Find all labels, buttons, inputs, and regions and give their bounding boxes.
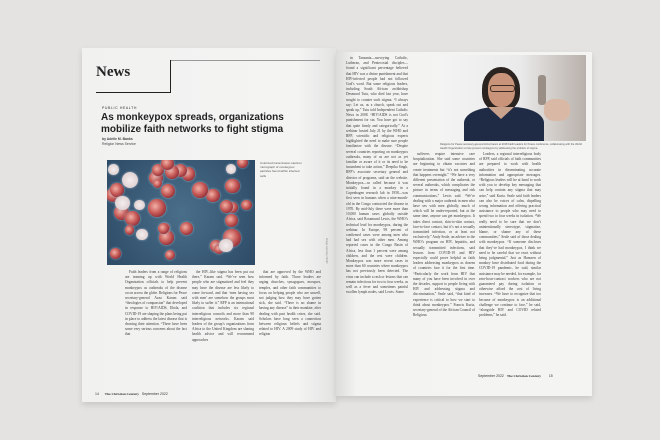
body-column-2: [413, 152, 475, 370]
virus-particle: [192, 182, 207, 197]
photo-caption: Religions for Peace secretary-general Azza Karam at 2018 Faith leaders for Peace conference, collaborating with the World Health Organization to help prevent monkeypox by addressing the problem of stigma.: [440, 143, 582, 150]
paragraph: the HIV–like stigma has been put out there,” Karam said. “We’ve seen how people who are stigmatized and feel they may have the disease are less likely to come forward, and that ‘men having sex with men’ are somehow the groups most likely to suffer it.” RFP is an international coalition that includes six regional interreligious councils and more than 90 interreligious networks. Karam said leaders of the group’s organizations from Africa to the United Kingdom are sharing health advice and will recommend approaches: [192, 270, 254, 342]
paragraph: that are approved by the WHO and informed by faith. Those leaders are urging churches, synagogues, mosques, temples, and other faith communities to focus on helping people who are unwell, not judging how they may have gotten sick, she said. “There is no shame in having any disease” in their mandate, after dealing with past health crises, she said. Scholars have long seen a connection between religious beliefs and stigma related to HIV. A 2009 study of HIV and religion: [259, 270, 321, 337]
body-column-1: [125, 270, 187, 388]
byline-author: by Adelle M. Banks: [102, 137, 133, 141]
magazine-name: The Christian Century: [506, 374, 542, 378]
section-title: News: [96, 64, 131, 80]
page-footer: [478, 374, 553, 378]
virus-particle: [110, 248, 121, 259]
byline: [102, 137, 136, 147]
page-number: 15: [548, 374, 553, 378]
issue-date: September 2022: [141, 392, 168, 396]
virus-particle: [108, 164, 119, 175]
byline-source: Religion News Service: [102, 142, 136, 146]
body-column-1: [346, 56, 408, 370]
virus-particle: [225, 214, 238, 227]
virus-particle: [206, 189, 219, 202]
paragraph: in Tanzania—surveying Catholic, Lutheran, and Pentecostal disciples—found a significant percentage believed that HIV was a divine punishment and that HIV-infected people had not followed God’s word. But some religious leaders, including South African archbishop Desmond Tutu, who died last year, have sought to counter such stigma. “I always say: Let us, as a church, speak out and speak up,” Tutu told Independent Catholic News in 2008. “HIV/AIDS is not God’s punishment for sin. You have got to say that quite firmly and categorically.” At a webinar hosted July 21 by the WHO and RFP, scientific and religious experts highlighted the need to make sure people familiarize with the disease. “Despite several countries reporting on monkeypox outbreaks, many of us are not as yet familiar or aware of it or its need to be incumbent to take action,” Deepika Singh, RFP’s associate secretary general and director of programs, said on the website. Monkeypox—so called because it was initially found in a monkey in a Copenhagen research lab in 1958—was first seen in humans when a nine-month-old in the Congo contracted the disease in 1970. By mid-July there were more than 10,000 human cases globally outside Africa, said Rosamund Lewis, the WHO’s technical lead for monkeypox, during the webinar. In Europe, 98 percent of confirmed cases were among men who had had sex with other men. Among reported cases in the Congo Basin of Africa, less than 1 percent were among children, and the rest were children. Monkeypox was more recent cases in more than 60 countries where monkeypox has not previously been detected. The virus can include a rash or lesions that can remain infectious for two to four weeks, as well as a fever and sometimes painful swollen lymph nodes, said Lewis. Some: [346, 56, 408, 295]
left-magazine-page: [82, 48, 336, 402]
virus-particle: [180, 222, 193, 235]
page-footer: [95, 392, 168, 396]
virus-particle: [225, 179, 240, 194]
right-magazine-page: [336, 52, 592, 396]
virus-particle: [122, 172, 138, 188]
figure-hand: [544, 99, 570, 121]
monkeypox-micrograph-image: [107, 160, 255, 265]
virus-particle: [125, 211, 140, 226]
virus-particle: [110, 183, 123, 196]
kicker: PUBLIC HEALTH: [102, 106, 137, 110]
magazine-name: The Christian Century: [104, 392, 139, 396]
virus-particle: [136, 229, 147, 240]
body-column-2: [192, 270, 254, 388]
headline: As monkeypox spreads, organizations mobilize faith networks to fight stigma: [101, 112, 284, 135]
header-rule: [170, 60, 320, 61]
azza-karam-photo: [440, 55, 586, 141]
paragraph: sufferers require intensive care hospitalization. She said some countries are beginning to obtain vaccines and create treatments but “it’s not something that happens overnight.” “We have a very different presentation of the outbreak, or several outbreaks, which complicates the picture in terms of messaging and risk communications,” Lewis said. “We’re dealing with a major outbreak in men who have sex with men globally, much of which will be under-reported, but at the same time, anyone can get monkeypox. It takes direct contact, skin-to-skin contact, face-to-face contact, but it’s not a sexually transmitted infection, or at least not exclusively.” Andy Seale, an adviser to the WHO’s program on HIV, hepatitis, and sexually transmitted infections, said lessons from COVID-19 and HIV especially could prove helpful as faith leaders addressing monkeypox as dozens of countries face it for the first time. “Particularly the work from HIV that many of you have been involved in over the decades, support to people living with HIV and addressing stigma and discrimination,” Seale said, “that kind of experience is critical to how we start to think about monkeypox.” Francis Kuria, secretary-general of the African Council of Religious: [413, 152, 475, 318]
body-column-3: [259, 270, 321, 388]
microphone: [538, 75, 546, 105]
body-column-3: [479, 152, 541, 370]
virus-particle: [241, 200, 252, 211]
paragraph: Faith leaders from a range of religions are teaming up with World Health Organization officials to help prevent monkeypox as outbreaks of the disease occur across the globe. Religions for Peace secretary-general Azza Karam said “theologies of compassion” that developed in response to HIV/AIDS, Ebola, and COVID-19 are shaping the plans being put in place to address the latest disease that is drawing their attention. “There have been some very serious concerns about the fact that: [125, 270, 187, 337]
figure-glasses: [490, 85, 515, 92]
virus-particle: [115, 196, 130, 211]
image-caption: Colorized transmission electron micrograph of monkeypox particles found within infected cells: [260, 161, 302, 178]
virus-particle: [148, 199, 166, 217]
virus-particle: [237, 160, 248, 168]
virus-particle: [226, 164, 236, 174]
photo-credit: Image courtesy NIAID: [325, 238, 328, 264]
virus-particle: [134, 200, 144, 210]
issue-date: September 2022: [478, 374, 504, 378]
virus-particle: [219, 239, 233, 253]
page-number: 14: [95, 392, 99, 396]
virus-particle: [125, 225, 134, 234]
virus-particle: [161, 184, 175, 198]
virus-particle: [165, 250, 175, 260]
paragraph: Leaders, a regional interreligious body of RFP, said officials of faith communities are prepared to work with health authorities in disseminating accurate information and appropriate messages. “Religious leaders will be at hand to work with you to develop key messaging that can help contain any stigma that may arise,” said Kuria. Seale said faith leaders can also be voices of calm, dispelling wrong information and offering practical assistance to people who may need to spend two to four weeks in isolation. “We really need to be sure that we don’t unintentionally stereotype, stigmatize, blame, or shame any of these communities,” Seale said of those dealing with monkeypox. “If someone discloses that they’ve had monkeypox, I think we need to be careful that we react without being judgmental.” Just as Hanssen of monkey have distributed food during the COVID-19 pandemic, he said, similar assistance may be needed, for example, for zero-hour-contract workers who are not guaranteed pay during isolation or otherwise afford the cost of living increases. “We have to recognize that too because of monkeypox is an additional challenge we continue to face,” he said, “alongside HIV and COVID related problems,” he said.: [479, 152, 541, 318]
